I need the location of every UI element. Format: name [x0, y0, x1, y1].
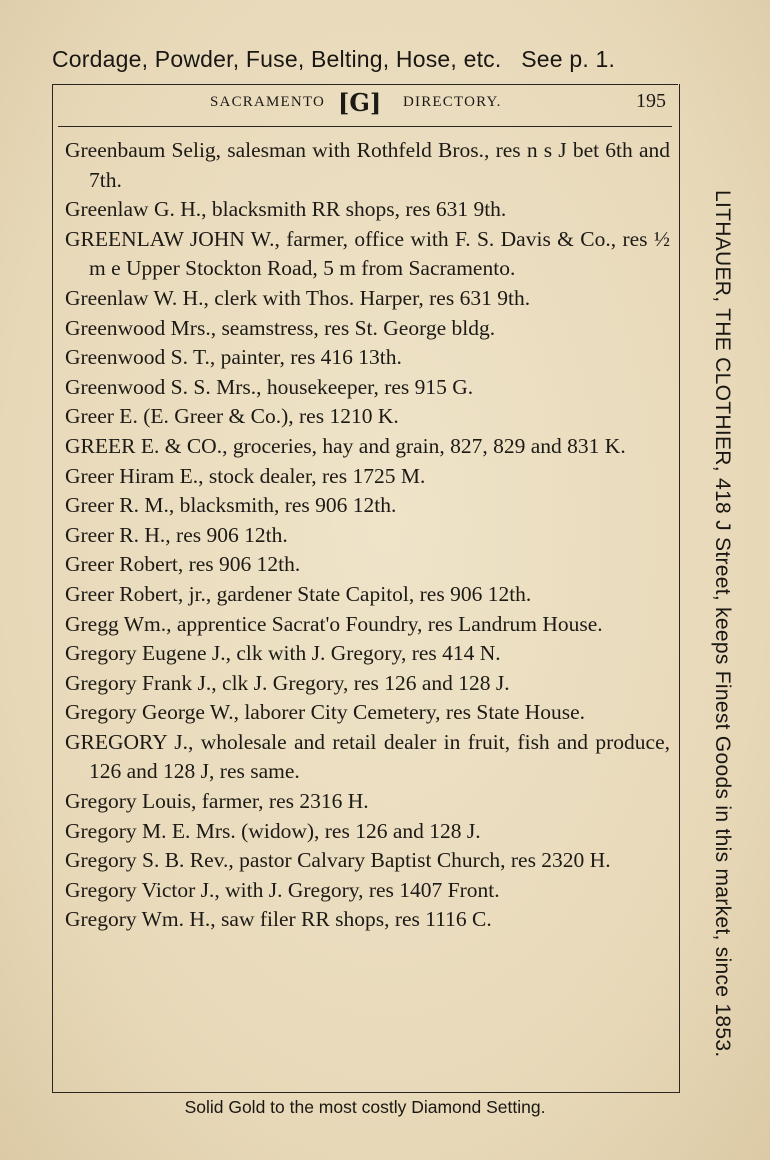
- running-head-title: DIRECTORY.: [403, 94, 502, 110]
- running-head: [58, 90, 672, 120]
- directory-entry: Gregory M. E. Mrs. (widow), res 126 and 128 J.: [65, 818, 481, 843]
- top-advertisement: Cordage, Powder, Fuse, Belting, Hose, etc. See p. 1.: [52, 46, 616, 72]
- directory-entry: Greenbaum Selig, salesman with Rothfeld Bros., res n s J bet 6th and 7th.: [65, 138, 670, 192]
- side-advertisement-text: LITHAUER, THE CLOTHIER, 418 J Street, keeps Finest Goods in this market, since 1853.: [711, 190, 734, 1058]
- directory-entry: Greenwood Mrs., seamstress, res St. George bldg.: [65, 315, 496, 340]
- directory-entry: GREENLAW JOHN W., farmer, office with F. S. Davis & Co., res ½ m e Upper Stockton Road, 5 m from Sacramento.: [65, 226, 670, 281]
- directory-entry: Greenlaw G. H., blacksmith RR shops, res 631 9th.: [65, 197, 507, 222]
- directory-entry: Greenwood S. T., painter, res 416 13th.: [65, 345, 402, 370]
- directory-entry: Gregory S. B. Rev., pastor Calvary Baptist Church, res 2320 H.: [65, 848, 611, 873]
- bottom-advertisement: Solid Gold to the most costly Diamond Setting.: [184, 1097, 546, 1117]
- directory-entry: Gregory Victor J., with J. Gregory, res 1407 Front.: [65, 877, 500, 902]
- directory-entries: [65, 136, 670, 935]
- directory-entry: Gregory Frank J., clk J. Gregory, res 126 and 128 J.: [65, 670, 510, 695]
- header-rule: [58, 126, 672, 127]
- directory-entry: Gregory George W., laborer City Cemetery, res State House.: [65, 700, 586, 725]
- directory-entry: Gregory Eugene J., clk with J. Gregory, res 414 N.: [65, 641, 501, 666]
- directory-entry: GREER E. & CO., groceries, hay and grain, 827, 829 and 831 K.: [65, 433, 626, 458]
- side-advertisement: [706, 190, 734, 1058]
- directory-entry: Greer R. M., blacksmith, res 906 12th.: [65, 493, 397, 518]
- directory-entry: Greenlaw W. H., clerk with Thos. Harper, res 631 9th.: [65, 285, 531, 310]
- directory-entry: Gregory Wm. H., saw filer RR shops, res 1116 C.: [65, 907, 492, 932]
- directory-entry: Greer Robert, jr., gardener State Capitol, res 906 12th.: [65, 581, 532, 606]
- page-number: 195: [636, 90, 666, 112]
- running-head-city: SACRAMENTO: [210, 94, 326, 110]
- directory-entry: Greenwood S. S. Mrs., housekeeper, res 915 G.: [65, 374, 474, 399]
- directory-entry: Greer R. H., res 906 12th.: [65, 522, 288, 547]
- directory-entry: Greer Hiram E., stock dealer, res 1725 M.: [65, 463, 426, 488]
- directory-entry: GREGORY J., wholesale and retail dealer in fruit, fish and produce, 126 and 128 J, res same.: [65, 729, 670, 784]
- directory-entry: Gregory Louis, farmer, res 2316 H.: [65, 789, 369, 814]
- running-head-letter: [G]: [338, 88, 382, 117]
- directory-entry: Gregg Wm., apprentice Sacrat'o Foundry, res Landrum House.: [65, 611, 603, 636]
- directory-entry: Greer E. (E. Greer & Co.), res 1210 K.: [65, 404, 399, 429]
- frame-top-rule: [52, 84, 678, 85]
- directory-entry: Greer Robert, res 906 12th.: [65, 552, 301, 577]
